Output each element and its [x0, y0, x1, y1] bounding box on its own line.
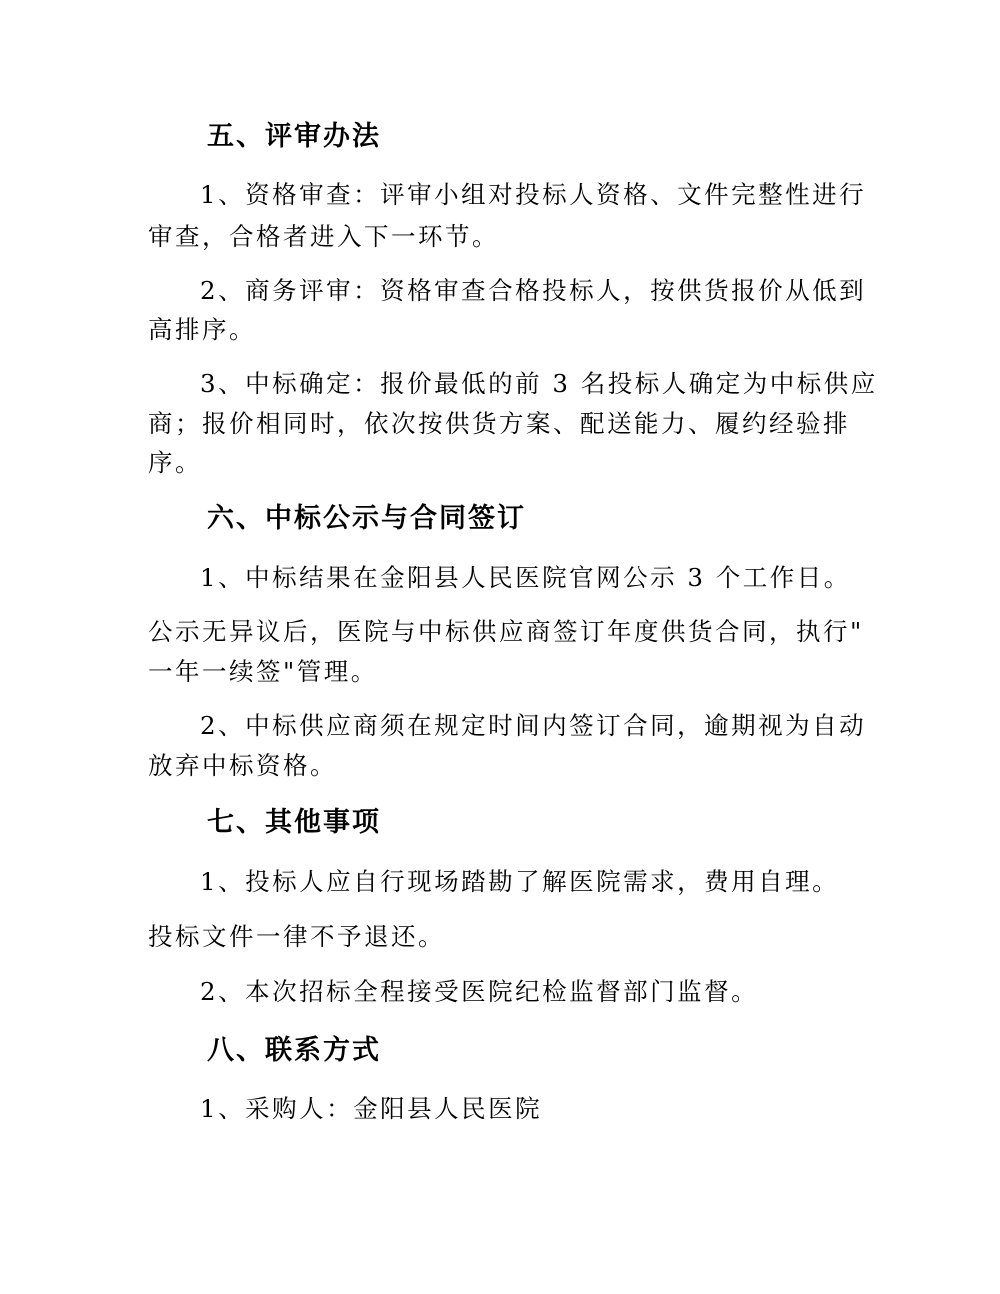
award-item-1-line-2: 公示无异议后，医院与中标供应商签订年度供货合同，执行" [148, 617, 864, 646]
evaluation-item-3-line-2: 商；报价相同时，依次按供货方案、配送能力、履约经验排 [148, 409, 850, 438]
award-item-2-line-1: 2、中标供应商须在规定时间内签订合同，逾期视为自动 [200, 711, 867, 740]
section-heading-contact: 八、联系方式 [207, 1035, 381, 1066]
award-item-2-line-2: 放弃中标资格。 [148, 751, 337, 780]
award-item-1-line-3: 一年一续签"管理。 [148, 657, 378, 686]
award-item-1-line-1: 1、中标结果在金阳县人民医院官网公示 3 个工作日。 [200, 563, 851, 592]
contact-item-1-line-1: 1、采购人：金阳县人民医院 [200, 1094, 543, 1123]
evaluation-item-2-line-2: 高排序。 [148, 315, 256, 344]
evaluation-item-3-line-1: 3、中标确定：报价最低的前 3 名投标人确定为中标供应 [200, 369, 878, 398]
section-heading-other-matters: 七、其他事项 [207, 807, 381, 838]
section-heading-evaluation: 五、评审办法 [207, 121, 381, 152]
evaluation-item-3-line-3: 序。 [148, 448, 202, 477]
evaluation-item-2-line-1: 2、商务评审：资格审查合格投标人，按供货报价从低到 [200, 276, 867, 305]
other-item-1-line-2: 投标文件一律不予退还。 [148, 922, 445, 951]
other-item-2-line-1: 2、本次招标全程接受医院纪检监督部门监督。 [200, 977, 759, 1006]
evaluation-item-1-line-1: 1、资格审查：评审小组对投标人资格、文件完整性进行 [200, 180, 867, 209]
evaluation-item-1-line-2: 审查，合格者进入下一环节。 [148, 222, 499, 251]
other-item-1-line-1: 1、投标人应自行现场踏勘了解医院需求，费用自理。 [200, 867, 840, 896]
section-heading-award-contract: 六、中标公示与合同签订 [207, 503, 526, 534]
